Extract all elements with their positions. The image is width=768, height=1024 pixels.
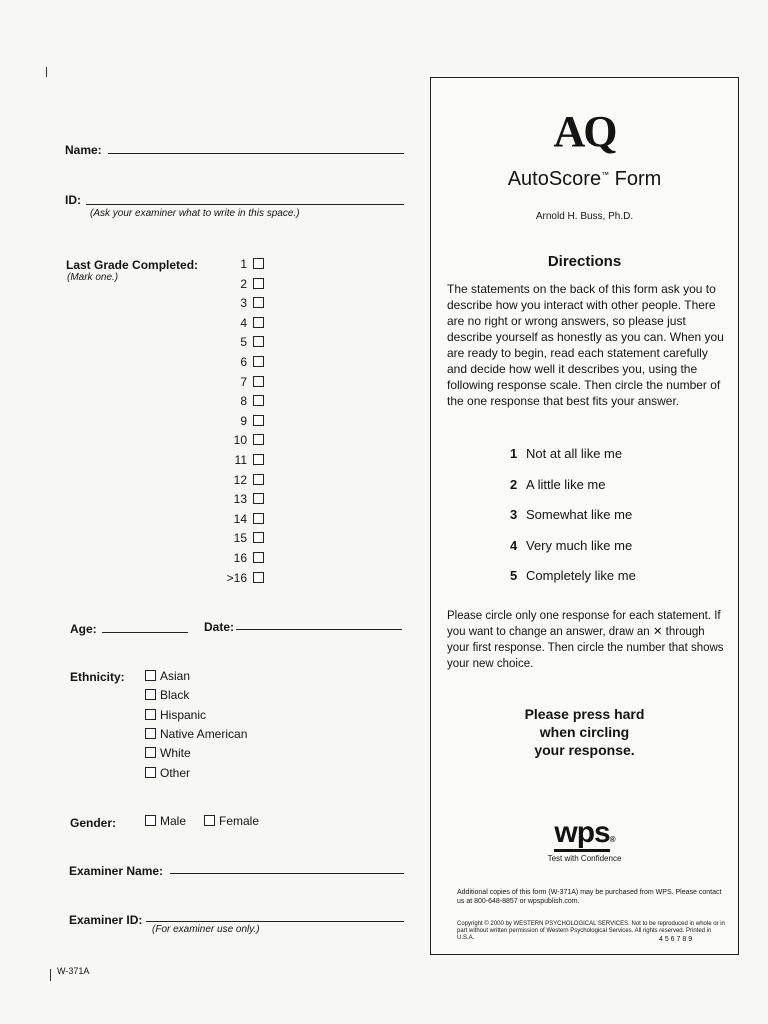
print-run: 4 5 6 7 8 9 <box>659 936 693 943</box>
checkbox[interactable] <box>253 513 264 524</box>
checkbox[interactable] <box>253 356 264 367</box>
grade-option[interactable] <box>200 316 268 330</box>
scale-number: 3 <box>510 507 518 522</box>
press-hard-notice: Please press hard when circling your response. <box>524 706 645 758</box>
date-field[interactable] <box>236 629 402 630</box>
examiner-name-field[interactable] <box>170 873 404 874</box>
grade-number: 9 <box>240 413 247 428</box>
ethnicity-label: Ethnicity: <box>70 670 125 684</box>
checkbox[interactable] <box>253 395 264 406</box>
checkbox[interactable] <box>253 297 264 308</box>
grade-number: 12 <box>233 472 247 487</box>
id-label: ID: <box>65 193 81 207</box>
id-field[interactable] <box>86 204 404 205</box>
grade-option[interactable] <box>200 453 268 467</box>
ethnicity-option[interactable] <box>145 727 247 741</box>
grade-option[interactable] <box>200 355 268 369</box>
author: Arnold H. Buss, Ph.D. <box>535 211 634 222</box>
circle-instructions: Please circle only one response for each statement. If you want to change an answer, draw an ✕ through your first response. Then circle the number that shows your new choice. <box>447 610 724 670</box>
grade-option[interactable] <box>200 394 268 408</box>
grade-number: 5 <box>240 335 247 350</box>
grade-number: 6 <box>240 355 247 369</box>
grade-option[interactable] <box>200 375 268 389</box>
scale-item <box>510 507 632 522</box>
ethnicity-option[interactable] <box>145 669 190 683</box>
age-field[interactable] <box>102 632 188 633</box>
scale-label: Not at all like me <box>526 446 623 461</box>
form-code: W-371A <box>57 966 90 976</box>
checkbox[interactable] <box>253 278 264 289</box>
grade-option[interactable] <box>200 414 268 428</box>
checkbox[interactable] <box>145 689 156 700</box>
grade-number: 3 <box>240 296 247 311</box>
checkbox[interactable] <box>253 376 264 387</box>
margin-mark <box>50 969 51 981</box>
checkbox[interactable] <box>204 815 215 826</box>
grade-option[interactable] <box>200 257 268 271</box>
checkbox[interactable] <box>253 532 264 543</box>
directions-heading: Directions <box>547 253 622 270</box>
grade-number: 10 <box>233 433 247 448</box>
grade-option[interactable] <box>200 335 268 349</box>
grade-option[interactable] <box>200 551 268 565</box>
id-hint: (Ask your examiner what to write in this space.) <box>90 208 300 219</box>
copyright-text: Copyright © 2000 by WESTERN PSYCHOLOGICAL SERVICES. Not to be reproduced in whole or in part without written permission of Western Psychological Services. All rights reserved. Printed in U.S.A. <box>457 921 725 941</box>
checkbox[interactable] <box>253 434 264 445</box>
grade-option[interactable] <box>200 473 268 487</box>
checkbox[interactable] <box>253 317 264 328</box>
checkbox[interactable] <box>145 709 156 720</box>
grade-number: 7 <box>240 374 247 389</box>
checkbox[interactable] <box>253 552 264 563</box>
checkbox[interactable] <box>253 415 264 426</box>
checkbox[interactable] <box>253 474 264 485</box>
grade-number: 8 <box>240 394 247 409</box>
wps-tagline: Test with Confidence <box>547 854 622 863</box>
checkbox[interactable] <box>253 336 264 347</box>
checkbox[interactable] <box>145 747 156 758</box>
checkbox[interactable] <box>253 493 264 504</box>
grade-hint: (Mark one.) <box>67 272 119 283</box>
grade-number: 11 <box>234 453 247 467</box>
ethnicity-label-text: Native American <box>160 726 248 741</box>
checkbox[interactable] <box>145 767 156 778</box>
checkbox[interactable] <box>145 728 156 739</box>
examiner-id-hint: (For examiner use only.) <box>152 924 260 935</box>
examiner-id-label: Examiner ID: <box>69 913 143 927</box>
grade-number: 16 <box>233 551 247 565</box>
ethnicity-option[interactable] <box>145 688 189 702</box>
grade-label: Last Grade Completed: <box>66 258 199 272</box>
ethnicity-label-text: White <box>160 746 191 761</box>
ethnicity-label-text: Hispanic <box>160 707 207 722</box>
grade-number: 2 <box>240 276 247 291</box>
grade-option[interactable] <box>200 492 268 506</box>
scale-label: Somewhat like me <box>526 507 633 522</box>
grade-option[interactable] <box>200 433 268 447</box>
checkbox[interactable] <box>145 670 156 681</box>
ethnicity-option[interactable] <box>145 766 190 780</box>
scale-item <box>510 568 636 583</box>
scale-number: 5 <box>510 568 518 583</box>
aq-logo: AQ <box>553 107 616 156</box>
gender-option-female[interactable]: Female <box>204 814 259 828</box>
scale-label: A little like me <box>526 476 606 492</box>
date-label: Date: <box>204 620 235 634</box>
checkbox[interactable] <box>253 572 264 583</box>
grade-number: 13 <box>233 492 247 507</box>
grade-number: 1 <box>240 257 247 271</box>
examiner-name-label: Examiner Name: <box>69 864 164 878</box>
grade-option[interactable] <box>200 277 268 291</box>
grade-option[interactable] <box>200 296 268 310</box>
copies-text: Additional copies of this form (W-371A) may be purchased from WPS. Please contact us at 800-648-8857 or wpspublish.com. <box>457 889 722 905</box>
margin-mark <box>46 67 47 77</box>
grade-option[interactable] <box>200 571 268 585</box>
form-title: AutoScore™ Form <box>507 168 662 190</box>
grade-number: 4 <box>240 315 247 330</box>
scale-item <box>510 477 605 492</box>
grade-number: 15 <box>233 531 247 546</box>
scale-number: 1 <box>510 446 518 461</box>
scale-number: 2 <box>510 476 518 492</box>
name-field[interactable] <box>108 153 404 154</box>
grade-number: 14 <box>233 511 247 526</box>
directions-text: The statements on the back of this form ask you to describe how you interact with other people. There are no right or wrong answers, so please just describe yourself as honestly as you can. When you are ready to begin, read each statement carefully and decide how well it describes you, using the following response scale. Then circle the number of the one response that best fits your answer. <box>447 282 724 408</box>
scale-label: Completely like me <box>526 568 636 583</box>
ethnicity-option[interactable] <box>145 746 191 760</box>
checkbox[interactable] <box>253 258 264 269</box>
ethnicity-option[interactable] <box>145 708 206 722</box>
scale-item <box>510 538 632 553</box>
grade-option[interactable] <box>200 531 268 545</box>
ethnicity-label-text: Black <box>160 688 190 703</box>
grade-number: >16 <box>226 570 247 585</box>
instructions-panel <box>430 77 739 955</box>
scale-label: Very much like me <box>526 537 633 553</box>
scale-number: 4 <box>510 537 518 553</box>
age-label: Age: <box>70 622 97 636</box>
checkbox[interactable] <box>145 815 156 826</box>
examiner-id-field[interactable] <box>146 921 404 922</box>
grade-option[interactable] <box>200 512 268 526</box>
wps-logo: wps® <box>431 816 738 850</box>
ethnicity-label-text: Other <box>160 765 191 780</box>
ethnicity-label-text: Asian <box>160 669 191 683</box>
gender-label: Gender: <box>70 816 117 830</box>
scale-item <box>510 446 622 461</box>
gender-option-male[interactable]: Male <box>145 814 186 828</box>
checkbox[interactable] <box>253 454 264 465</box>
name-label: Name: <box>65 143 102 157</box>
